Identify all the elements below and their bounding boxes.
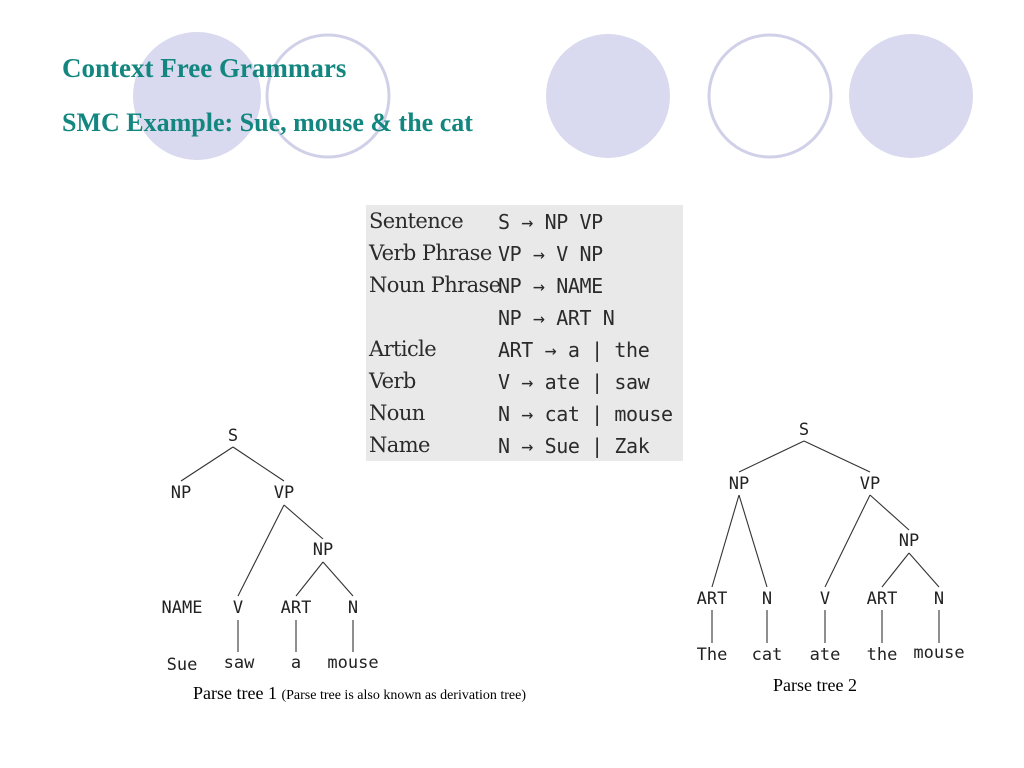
tree2-node-n: N (933, 589, 945, 609)
tree2-leaf: ate (809, 645, 841, 665)
tree2-leaf: The (696, 645, 728, 665)
tree1-node-vp: VP (273, 483, 295, 503)
tree2-leaf: the (866, 645, 898, 665)
tree1-leaf: mouse (327, 653, 379, 673)
caption-note: (Parse tree is also known as derivation tree) (281, 688, 526, 703)
tree1-node-name: NAME (161, 598, 203, 618)
tree2-node-vp: VP (859, 474, 881, 494)
tree2-node-n: N (761, 589, 773, 609)
parse-tree-2-caption: Parse tree 2 (773, 675, 857, 695)
tree2-node-v: V (819, 589, 831, 609)
tree2-leaf: mouse (913, 643, 965, 663)
tree1-node-v: V (232, 598, 244, 618)
grammar-category: Verb (369, 369, 416, 393)
tree1-node-s: S (227, 426, 239, 446)
grammar-rule: V → ate | saw (498, 370, 650, 394)
grammar-rule: S → NP VP (498, 210, 603, 234)
slide-title: Context Free Grammars (62, 53, 347, 83)
tree1-node-art: ART (280, 598, 312, 618)
tree2-leaf: cat (751, 645, 783, 665)
caption-main: Parse tree 1 (193, 683, 277, 703)
tree1-leaf: a (290, 653, 302, 673)
grammar-category: Name (369, 433, 430, 457)
tree1-leaf: saw (223, 653, 255, 673)
tree1-leaf: Sue (166, 655, 198, 675)
tree2-node-art: ART (866, 589, 898, 609)
tree1-node-n: N (347, 598, 359, 618)
grammar-category: Article (369, 337, 437, 361)
grammar-category: Sentence (369, 209, 464, 233)
parse-tree-1-caption (193, 683, 526, 704)
grammar-category: Noun (369, 401, 425, 425)
slide-subtitle: SMC Example: Sue, mouse & the cat (62, 108, 473, 137)
grammar-rule: NP → NAME (498, 274, 603, 298)
grammar-rule: N → cat | mouse (498, 402, 673, 426)
grammar-rule: N → Sue | Zak (498, 434, 650, 458)
tree1-node-np: NP (312, 540, 334, 560)
grammar-rule: ART → a | the (498, 338, 650, 362)
tree1-node-np: NP (170, 483, 192, 503)
tree2-node-np: NP (728, 474, 750, 494)
grammar-category: Verb Phrase (369, 241, 492, 265)
grammar-category: Noun Phrase (369, 273, 501, 297)
tree2-node-np: NP (898, 531, 920, 551)
grammar-rule: NP → ART N (498, 306, 615, 330)
grammar-rule: VP → V NP (498, 242, 603, 266)
tree2-node-s: S (798, 420, 810, 440)
tree2-node-art: ART (696, 589, 728, 609)
